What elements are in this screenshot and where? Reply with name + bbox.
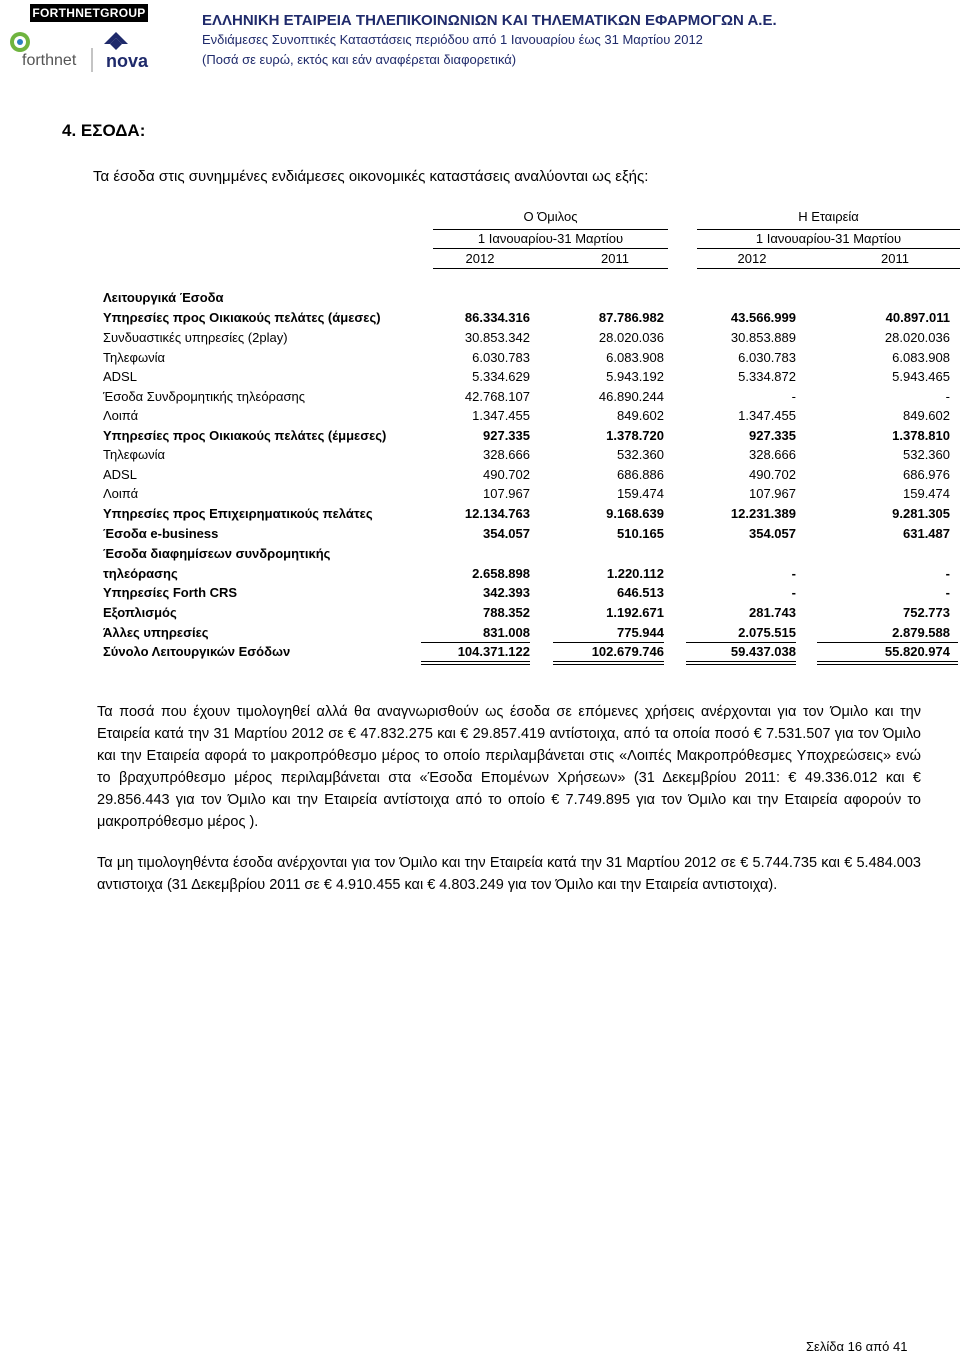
- cell-value: 2.879.588: [892, 625, 950, 640]
- cell-value: 107.967: [483, 486, 530, 501]
- total-double-rule: [553, 661, 664, 662]
- total-rule: [686, 642, 796, 643]
- cell-value: 646.513: [617, 585, 664, 600]
- row-label: Εξοπλισμός: [103, 605, 177, 620]
- divider: [697, 268, 960, 269]
- row-label: Υπηρεσίες Forth CRS: [103, 585, 238, 600]
- cell-value: 2.075.515: [738, 625, 796, 640]
- cell-value: 788.352: [483, 605, 530, 620]
- row-label: Έσοδα e-business: [103, 526, 219, 541]
- cell-value: 927.335: [483, 428, 530, 443]
- divider: [433, 248, 668, 249]
- total-rule: [817, 642, 958, 643]
- cell-value: 775.944: [617, 625, 664, 640]
- report-subtitle: Ενδιάμεσες Συνοπτικές Καταστάσεις περιόδου από 1 Ιανουαρίου έως 31 Μαρτίου 2012: [202, 32, 703, 47]
- total-double-rule: [817, 661, 958, 662]
- company-name: ΕΛΛΗΝΙΚΗ ΕΤΑΙΡΕΙΑ ΤΗΛΕΠΙΚΟΙΝΩΝΙΩΝ ΚΑΙ ΤΗΛΕΜΑΤΙΚΩΝ ΕΦΑΡΜΟΓΩΝ Α.Ε.: [202, 12, 777, 29]
- cell-value: 28.020.036: [884, 330, 950, 345]
- row-label-cont: τηλεόρασης: [103, 566, 178, 581]
- row-label: Λοιπά: [103, 408, 139, 423]
- cell-value: 686.886: [617, 467, 664, 482]
- cell-value: 6.030.783: [738, 350, 796, 365]
- cell-value: 86.334.316: [464, 310, 530, 325]
- group-header: Ο Όμιλος: [523, 209, 578, 224]
- cell-value: -: [945, 566, 950, 581]
- row-label: Τηλεφωνία: [103, 447, 165, 462]
- cell-value: 2.658.898: [472, 566, 530, 581]
- total-rule: [553, 642, 664, 643]
- cell-value: -: [791, 585, 796, 600]
- total-double-rule: [421, 661, 530, 662]
- cell-value: 42.768.107: [464, 389, 530, 404]
- cell-value: 490.702: [483, 467, 530, 482]
- cell-value: 1.192.671: [606, 605, 664, 620]
- cell-value: -: [945, 585, 950, 600]
- cell-value: 927.335: [749, 428, 796, 443]
- intro-text: Τα έσοδα στις συνημμένες ενδιάμεσες οικονομικές καταστάσεις αναλύονται ως εξής:: [93, 168, 649, 185]
- paragraph-deferred: Τα ποσά που έχουν τιμολογηθεί αλλά θα αναγνωρισθούν ως έσοδα σε επόμενες χρήσεις ανέρχονται για τον Όμιλο και την Εταιρεία κατά την 31 Μαρτίου 2012 σε € 47.832.275 και € 29.857.419 αντίστοιχα, από τα οποία ποσό € 7.531.507 για τον Όμιλο και την Εταιρεία αφορά το μακροπρόθεσμο μέρος το οποίο περιλαμβάνεται στις «Λοιπές Μακροπρόθεσμες Υποχρεώσεις» ενώ το βραχυπρόθεσμο μέρος περιλαμβάνεται στα «Έσοδα Επομένων Χρήσεων» (31 Δεκεμβρίου 2011: € 49.336.012 και € 29.856.443 για τον Όμιλο και την Εταιρεία αντίστοιχα από το οποίο € 7.749.895 για τον Όμιλο και την Εταιρεία αφορούν το μακροπρόθεσμο μέρος ).: [97, 704, 921, 830]
- group-badge: FORTHNETGROUP: [30, 4, 148, 22]
- year-header: 2011: [881, 251, 909, 266]
- row-label: Έσοδα Συνδρομητικής τηλεόρασης: [103, 389, 305, 404]
- row-label: Συνδυαστικές υπηρεσίες (2play): [103, 330, 288, 345]
- cell-value: 1.220.112: [606, 566, 664, 581]
- forthnet-logo-text: forthnet: [22, 52, 77, 69]
- cell-value: -: [791, 566, 796, 581]
- cell-value: 1.378.720: [606, 428, 664, 443]
- row-label: Έσοδα διαφημίσεων συνδρομητικής: [103, 546, 331, 561]
- period-company: 1 Ιανουαρίου-31 Μαρτίου: [755, 231, 902, 246]
- cell-value: 6.083.908: [892, 350, 950, 365]
- cell-value: 12.134.763: [464, 506, 530, 521]
- cell-value: 328.666: [749, 447, 796, 462]
- cell-value: 40.897.011: [885, 310, 950, 325]
- period-group: 1 Ιανουαρίου-31 Μαρτίου: [477, 231, 624, 246]
- row-label: Υπηρεσίες προς Οικιακούς πελάτες (έμμεσες): [103, 428, 387, 443]
- cell-value: 28.020.036: [598, 330, 664, 345]
- cell-value: 342.393: [483, 585, 530, 600]
- cell-value: 752.773: [903, 605, 950, 620]
- cell-value: 686.976: [903, 467, 950, 482]
- cell-value: 831.008: [483, 625, 530, 640]
- year-header: 2011: [601, 251, 629, 266]
- cell-value: 9.168.639: [606, 506, 664, 521]
- row-label: Άλλες υπηρεσίες: [103, 625, 209, 640]
- cell-value: -: [945, 389, 950, 404]
- cell-value: 30.853.889: [730, 330, 796, 345]
- total-double-rule: [817, 664, 958, 665]
- cell-value: 328.666: [483, 447, 530, 462]
- cell-value: 281.743: [749, 605, 796, 620]
- cell-value: 5.943.465: [892, 369, 950, 384]
- row-label: Υπηρεσίες προς Επιχειρηματικούς πελάτες: [103, 506, 373, 521]
- cell-value: 5.334.629: [472, 369, 530, 384]
- total-double-rule: [686, 661, 796, 662]
- total-double-rule: [686, 664, 796, 665]
- total-double-rule: [421, 664, 530, 665]
- cell-value: 43.566.999: [730, 310, 796, 325]
- row-label: Υπηρεσίες προς Οικιακούς πελάτες (άμεσες): [103, 310, 381, 325]
- cell-value: 1.347.455: [472, 408, 530, 423]
- cell-value: 6.030.783: [472, 350, 530, 365]
- divider: [433, 229, 668, 230]
- section-title: 4. ΕΣΟΔΑ:: [62, 121, 146, 140]
- cell-value: 107.967: [749, 486, 796, 501]
- nova-logo-text: nova: [106, 51, 149, 71]
- cell-value: 102.679.746: [591, 644, 664, 659]
- cell-value: 532.360: [617, 447, 664, 462]
- cell-value: 6.083.908: [606, 350, 664, 365]
- cell-value: 87.786.982: [598, 310, 664, 325]
- row-label: Σύνολο Λειτουργικών Εσόδων: [103, 644, 291, 659]
- cell-value: 9.281.305: [892, 506, 950, 521]
- section-label: Λειτουργικά Έσοδα: [103, 290, 224, 305]
- cell-value: 354.057: [483, 526, 530, 541]
- cell-value: 159.474: [903, 486, 950, 501]
- divider: [697, 248, 960, 249]
- row-label: Λοιπά: [103, 486, 139, 501]
- row-label: ADSL: [103, 369, 137, 384]
- cell-value: 1.378.810: [892, 428, 950, 443]
- cell-value: 631.487: [903, 526, 950, 541]
- cell-value: 5.334.872: [738, 369, 796, 384]
- total-double-rule: [553, 664, 664, 665]
- cell-value: 354.057: [749, 526, 796, 541]
- page-number: Σελίδα 16 από 41: [806, 1339, 908, 1354]
- cell-value: 490.702: [749, 467, 796, 482]
- row-label: ADSL: [103, 467, 137, 482]
- cell-value: 532.360: [903, 447, 950, 462]
- company-header: Η Εταιρεία: [798, 209, 859, 224]
- divider: [697, 229, 960, 230]
- row-label: Τηλεφωνία: [103, 350, 165, 365]
- paragraph-unbilled: Τα μη τιμολογηθέντα έσοδα ανέρχονται για τον Όμιλο και την Εταιρεία κατά την 31 Μαρτίου 2012 σε € 5.744.735 και € 5.484.003 αντιστοιχα (31 Δεκεμβρίου 2011 σε € 4.910.455 και € 4.803.249 για τον Όμιλο και την Εταιρεία αντιστοιχα).: [97, 855, 921, 893]
- cell-value: 510.165: [617, 526, 664, 541]
- cell-value: 159.474: [617, 486, 664, 501]
- year-header: 2012: [737, 251, 767, 266]
- cell-value: 849.602: [617, 408, 664, 423]
- total-rule: [421, 642, 530, 643]
- cell-value: 5.943.192: [606, 369, 664, 384]
- cell-value: 59.437.038: [730, 644, 796, 659]
- cell-value: 104.371.122: [457, 644, 530, 659]
- cell-value: 55.820.974: [884, 644, 950, 659]
- cell-value: 46.890.244: [598, 389, 664, 404]
- divider: [433, 268, 668, 269]
- cell-value: 30.853.342: [464, 330, 530, 345]
- cell-value: -: [791, 389, 796, 404]
- currency-note: (Ποσά σε ευρώ, εκτός και εάν αναφέρεται διαφορετικά): [202, 52, 517, 67]
- cell-value: 1.347.455: [738, 408, 796, 423]
- year-header: 2012: [465, 251, 495, 266]
- cell-value: 849.602: [903, 408, 950, 423]
- cell-value: 12.231.389: [730, 506, 796, 521]
